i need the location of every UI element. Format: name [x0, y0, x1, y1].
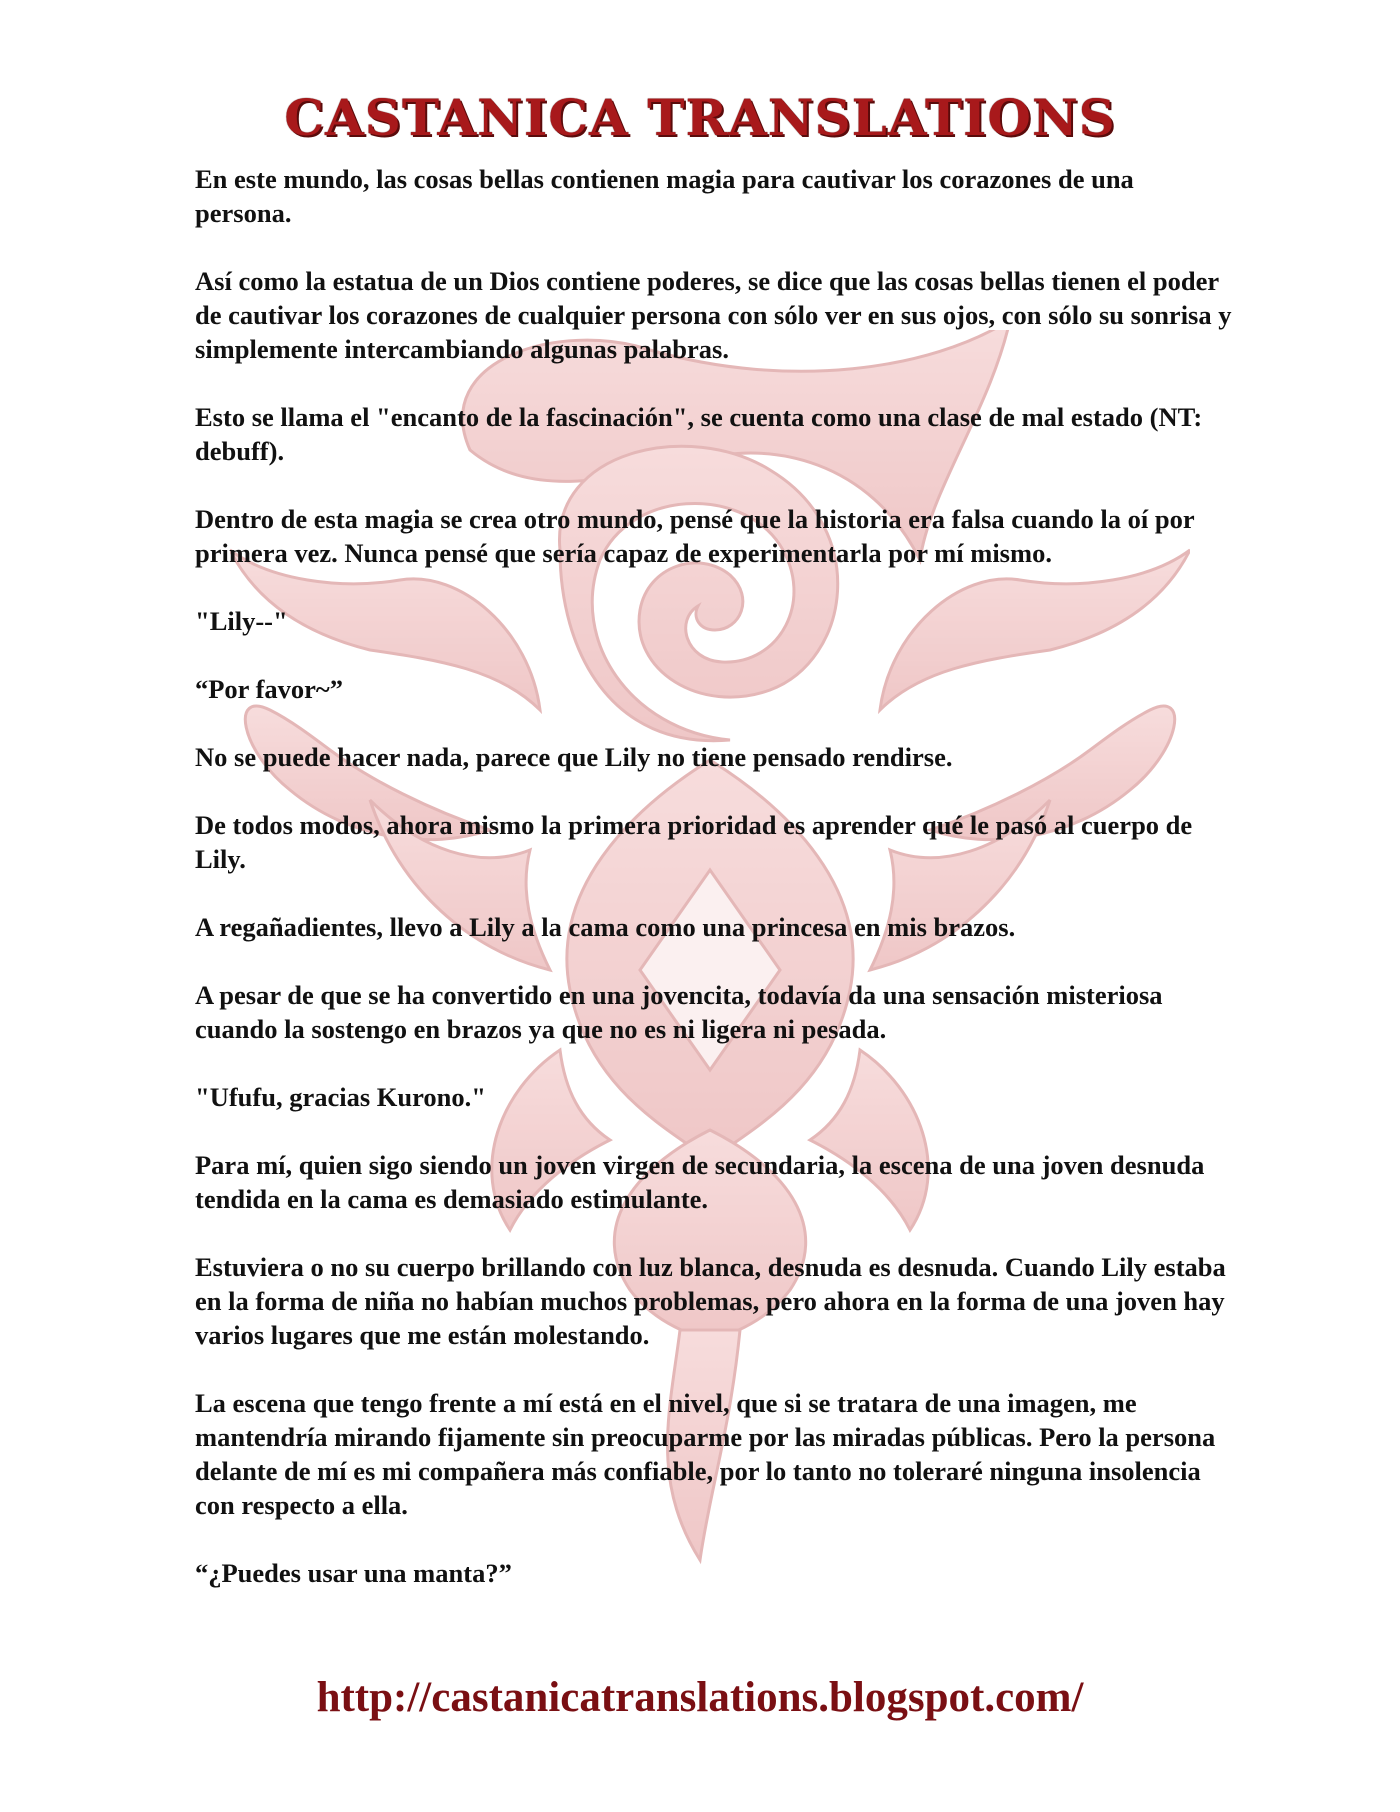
- paragraph: “¿Puedes usar una manta?”: [195, 1558, 512, 1588]
- paragraph: En este mundo, las cosas bellas contienen magia para cautivar los corazones de una persona.: [195, 164, 1134, 228]
- paragraph: Estuviera o no su cuerpo brillando con luz blanca, desnuda es desnuda. Cuando Lily estaba en la forma de niña no habían muchos problemas, pero ahora en la forma de una joven hay varios lugares que me están molestando.: [195, 1252, 1226, 1350]
- paragraph: "Ufufu, gracias Kurono.": [195, 1082, 487, 1112]
- paragraph: La escena que tengo frente a mí está en el nivel, que si se tratara de una imagen, me mantendría mirando fijamente sin preocuparme por las miradas públicas. Pero la persona delante de mí es mi compañera más confiable, por lo tanto no toleraré ninguna insolencia con respecto a ella.: [195, 1388, 1216, 1520]
- paragraph: "Lily--": [195, 606, 288, 636]
- paragraph: De todos modos, ahora mismo la primera prioridad es aprender qué le pasó al cuerpo de Lily.: [195, 810, 1193, 874]
- paragraph: No se puede hacer nada, parece que Lily no tiene pensado rendirse.: [195, 742, 953, 772]
- page-title: CASTANICA TRANSLATIONS: [284, 88, 1116, 147]
- paragraph: A pesar de que se ha convertido en una jovencita, todavía da una sensación misteriosa cuando la sostengo en brazos ya que no es ni ligera ni pesada.: [195, 980, 1163, 1044]
- footer-url-link[interactable]: http://castanicatranslations.blogspot.com/: [316, 1674, 1084, 1721]
- paragraph: Para mí, quien sigo siendo un joven virgen de secundaria, la escena de una joven desnuda tendida en la cama es demasiado estimulante.: [195, 1150, 1205, 1214]
- document-body: [195, 162, 1235, 1624]
- paragraph: Así como la estatua de un Dios contiene poderes, se dice que las cosas bellas tienen el poder de cautivar los corazones de cualquier persona con sólo ver en sus ojos, con sólo su sonrisa y simplemente intercambiando algunas palabras.: [195, 266, 1232, 364]
- paragraph: “Por favor~”: [195, 674, 343, 704]
- paragraph: Dentro de esta magia se crea otro mundo, pensé que la historia era falsa cuando la oí por primera vez. Nunca pensé que sería capaz de experimentarla por mí mismo.: [195, 504, 1195, 568]
- paragraph: A regañadientes, llevo a Lily a la cama como una princesa en mis brazos.: [195, 912, 1016, 942]
- paragraph: Esto se llama el "encanto de la fascinación", se cuenta como una clase de mal estado (NT: debuff).: [195, 402, 1203, 466]
